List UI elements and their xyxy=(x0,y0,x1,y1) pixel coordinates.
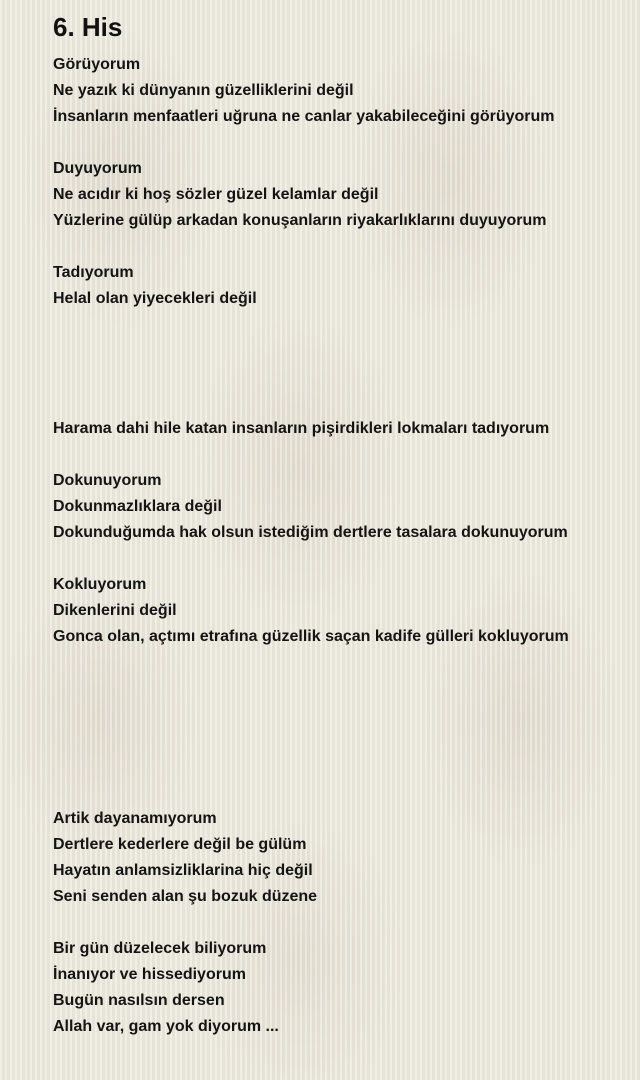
poem-line xyxy=(53,338,630,364)
poem-line: Bir gün düzelecek biliyorum xyxy=(53,940,267,957)
poem-line xyxy=(53,676,630,702)
poem-line xyxy=(53,442,630,468)
poem-line: Ne yazık ki dünyanın güzelliklerini değil xyxy=(53,82,354,99)
poem-line: Dokunuyorum xyxy=(53,472,162,489)
poem-line: Seni senden alan şu bozuk düzene xyxy=(53,888,318,905)
poem-line xyxy=(53,234,630,260)
poem-line: İnsanların menfaatleri uğruna ne canlar yakabileceğini görüyorum xyxy=(53,108,555,125)
poem-line xyxy=(53,650,630,676)
poem-line: Duyuyorum xyxy=(53,160,142,177)
poem-line: Hayatın anlamsizliklarina hiç değil xyxy=(53,862,313,879)
poem-line: Dertlere kederlere değil be gülüm xyxy=(53,836,307,853)
poem-line xyxy=(53,910,630,936)
poem-line xyxy=(53,312,630,338)
poem-line: Tadıyorum xyxy=(53,264,134,281)
poem-line xyxy=(53,390,630,416)
poem-line: Gonca olan, açtımı etrafına güzellik saçan kadife gülleri kokluyorum xyxy=(53,628,569,645)
poem-line: Görüyorum xyxy=(53,56,141,73)
poem-line: Dokunmazlıklara değil xyxy=(53,498,222,515)
poem-line: Artik dayanamıyorum xyxy=(53,810,217,827)
poem-line: Ne acıdır ki hoş sözler güzel kelamlar değil xyxy=(53,186,379,203)
poem-title: 6. His xyxy=(53,12,123,42)
poem-line xyxy=(53,754,630,780)
poem-line: Allah var, gam yok diyorum ... xyxy=(53,1018,279,1035)
poem-line xyxy=(53,702,630,728)
poem-line: İnanıyor ve hissediyorum xyxy=(53,966,246,983)
poem-line xyxy=(53,546,630,572)
poem-line xyxy=(53,728,630,754)
poem-line: Helal olan yiyecekleri değil xyxy=(53,290,257,307)
poem-line: Yüzlerine gülüp arkadan konuşanların riyakarlıklarını duyuyorum xyxy=(53,212,547,229)
poem-line xyxy=(53,780,630,806)
poem-line: Dikenlerini değil xyxy=(53,602,177,619)
poem-line xyxy=(53,364,630,390)
poem-body xyxy=(53,52,630,1040)
poem-line: Bugün nasılsın dersen xyxy=(53,992,225,1009)
poem-line: Dokunduğumda hak olsun istediğim dertlere tasalara dokunuyorum xyxy=(53,524,568,541)
poem-line: Kokluyorum xyxy=(53,576,147,593)
poem-line xyxy=(53,130,630,156)
poem-line: Harama dahi hile katan insanların pişirdikleri lokmaları tadıyorum xyxy=(53,420,550,437)
